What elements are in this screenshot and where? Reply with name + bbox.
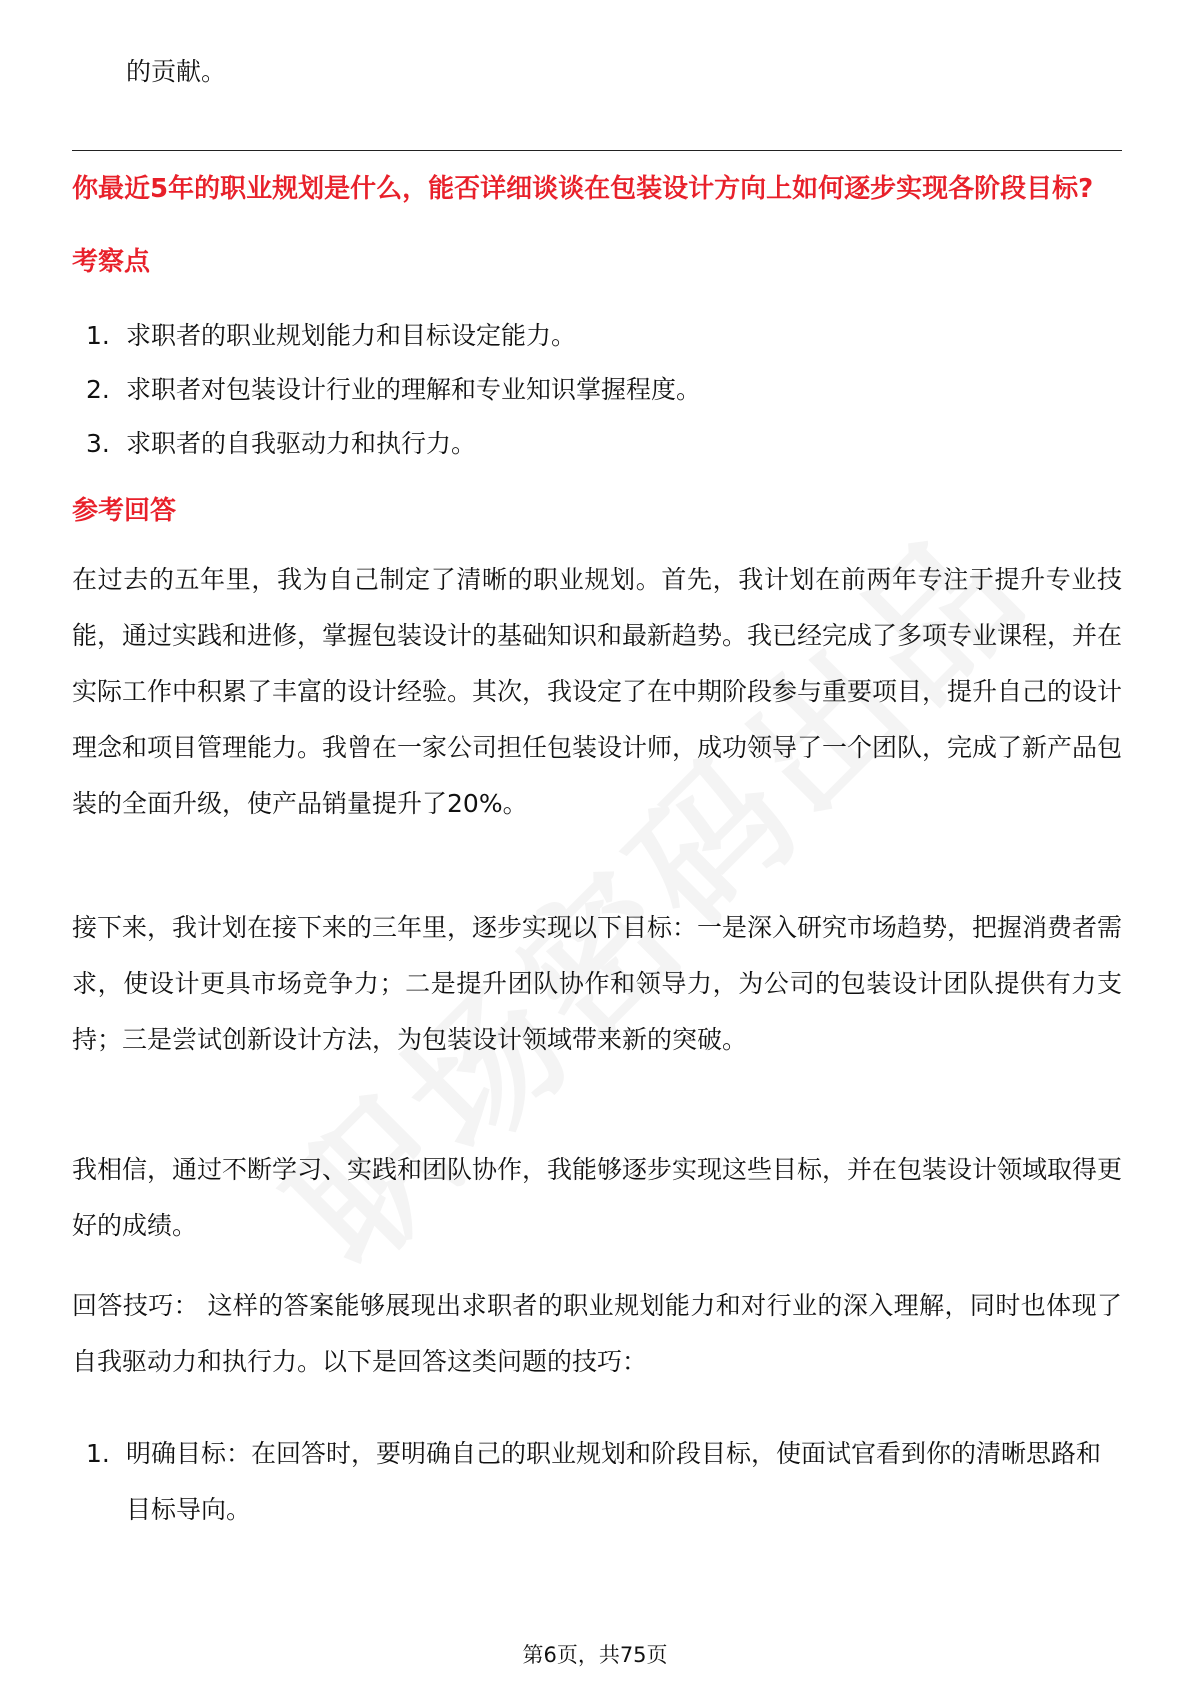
answer-paragraph: 在过去的五年里，我为自己制定了清晰的职业规划。首先，我计划在前两年专注于提升专业技能，通过实践和进修，掌握包装设计的基础知识和最新趋势。我已经完成了多项专业课程，并在实际工作中积累了丰富的设计经验。其次，我设定了在中期阶段参与重要项目，提升自己的设计理念和项目管理能力。我曾在一家公司担任包装设计师，成功领导了一个团队，完成了新产品包装的全面升级，使产品销量提升了20%。	[72, 565, 1123, 818]
list-item-number: 3.	[86, 429, 110, 458]
page-footer: 第6页，共75页	[522, 1643, 668, 1667]
reference-answer-title: 参考回答	[72, 496, 177, 526]
divider	[72, 150, 1122, 151]
list-item-text: 求职者的自我驱动力和执行力。	[126, 429, 477, 458]
list-item	[72, 316, 1122, 356]
list-item-text: 求职者的职业规划能力和目标设定能力。	[126, 321, 577, 350]
list-item	[72, 424, 1122, 464]
question-heading: 你最近5年的职业规划是什么，能否详细谈谈在包装设计方向上如何逐步实现各阶段目标?	[72, 174, 1094, 204]
list-item-number: 1.	[86, 321, 110, 350]
list-item-number: 1.	[86, 1439, 110, 1468]
list-item	[72, 1426, 1122, 1538]
tips-list	[72, 1426, 1122, 1538]
answer-paragraph: 接下来，我计划在接下来的三年里，逐步实现以下目标：一是深入研究市场趋势，把握消费者需求，使设计更具市场竞争力；二是提升团队协作和领导力，为公司的包装设计团队提供有力支持；三是尝试创新设计方法，为包装设计领域带来新的突破。	[72, 913, 1123, 1054]
list-item-text: 明确目标：在回答时，要明确自己的职业规划和阶段目标，使面试官看到你的清晰思路和目标导向。	[126, 1439, 1102, 1524]
list-item-number: 2.	[86, 375, 110, 404]
examination-points-list	[72, 316, 1122, 464]
tips-intro: 回答技巧： 这样的答案能够展现出求职者的职业规划能力和对行业的深入理解，同时也体现了自我驱动力和执行力。以下是回答这类问题的技巧：	[72, 1291, 1122, 1376]
answer-paragraph: 我相信，通过不断学习、实践和团队协作，我能够逐步实现这些目标，并在包装设计领域取得更好的成绩。	[72, 1155, 1123, 1240]
continuation-text: 的贡献。	[126, 57, 227, 86]
list-item	[72, 370, 1122, 410]
examination-points-title: 考察点	[72, 247, 151, 277]
list-item-text: 求职者对包装设计行业的理解和专业知识掌握程度。	[126, 375, 702, 404]
